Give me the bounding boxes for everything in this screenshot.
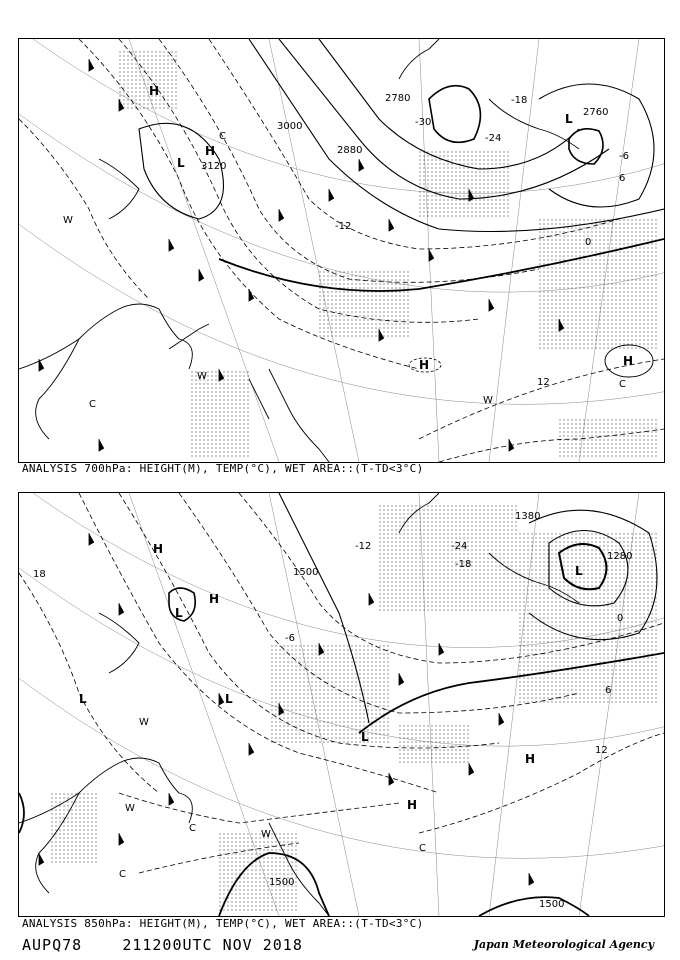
high-pressure-center: H xyxy=(525,752,536,766)
map-panel-850hpa xyxy=(18,492,665,917)
contour-label-group xyxy=(201,93,608,172)
contour-label: 1380 xyxy=(515,511,541,522)
wet-areas xyxy=(119,49,659,459)
low-pressure-center: L xyxy=(565,112,573,126)
wet-areas xyxy=(49,503,659,913)
contour-label: 2780 xyxy=(385,93,411,104)
isotherm-label: 6 xyxy=(619,173,626,184)
warm-marker: W xyxy=(197,371,207,382)
cold-marker: C xyxy=(219,131,226,142)
chart-header xyxy=(22,936,303,954)
high-pressure-center: H xyxy=(149,84,160,98)
cold-marker: C xyxy=(189,823,196,834)
warm-marker: W xyxy=(63,215,73,226)
low-pressure-center: L xyxy=(361,730,369,744)
warm-marker: W xyxy=(139,717,149,728)
warm-marker: W xyxy=(261,829,271,840)
cold-marker: C xyxy=(419,843,426,854)
cold-marker: C xyxy=(89,399,96,410)
contour-label: 1500 xyxy=(539,899,565,910)
warm-marker: W xyxy=(125,803,135,814)
map-850hpa-svg xyxy=(19,493,664,916)
isotherm-label: 6 xyxy=(605,685,612,696)
isotherm-label: -24 xyxy=(485,133,502,144)
low-pressure-center: L xyxy=(177,156,185,170)
contour-label: 1280 xyxy=(607,551,633,562)
isotherm-label: 0 xyxy=(617,613,624,624)
isotherm-label: 18 xyxy=(33,569,46,580)
isotherm-label: -18 xyxy=(511,95,528,106)
isotherm-label: 12 xyxy=(595,745,608,756)
contour-label: 2880 xyxy=(337,145,363,156)
coastlines xyxy=(19,39,579,462)
isotherm-label: -24 xyxy=(451,541,468,552)
panel-caption-850hpa: ANALYSIS 850hPa: HEIGHT(M), TEMP(°C), WET AREA::(T-TD<3°C) xyxy=(22,917,424,930)
map-700hpa-svg xyxy=(19,39,664,462)
contour-label: 1500 xyxy=(293,567,319,578)
chart-id: AUPQ78 xyxy=(22,936,83,954)
isotherm-label: -30 xyxy=(415,117,432,128)
high-pressure-center: H xyxy=(205,144,216,158)
high-pressure-center: H xyxy=(407,798,418,812)
isotherm-label: -18 xyxy=(455,559,472,570)
isotherm-label: -6 xyxy=(285,633,295,644)
panel-caption-700hpa: ANALYSIS 700hPa: HEIGHT(M), TEMP(°C), WET AREA::(T-TD<3°C) xyxy=(22,462,424,475)
map-panel-700hpa xyxy=(18,38,665,463)
low-pressure-center: L xyxy=(175,606,183,620)
high-pressure-center: H xyxy=(419,358,430,372)
contour-label: 1500 xyxy=(269,877,295,888)
isotherm-label: 0 xyxy=(585,237,592,248)
contour-label: 2760 xyxy=(583,107,609,118)
isotherm-label: -6 xyxy=(619,151,629,162)
valid-time: 211200UTC NOV 2018 xyxy=(122,936,303,954)
high-pressure-center: H xyxy=(153,542,164,556)
isotherm-label: -12 xyxy=(355,541,372,552)
isotherm-label: 12 xyxy=(537,377,550,388)
isotherm-label: -12 xyxy=(335,221,352,232)
cold-marker: C xyxy=(619,379,626,390)
warm-marker: W xyxy=(483,395,493,406)
cold-marker: C xyxy=(119,869,126,880)
agency-name: Japan Meteorological Agency xyxy=(473,938,654,951)
contour-label: 3000 xyxy=(277,121,303,132)
contour-label: 3120 xyxy=(201,161,227,172)
low-pressure-center: L xyxy=(575,564,583,578)
high-pressure-center: H xyxy=(209,592,220,606)
low-pressure-center: L xyxy=(225,692,233,706)
low-pressure-center: L xyxy=(79,692,87,706)
high-pressure-center: H xyxy=(623,354,634,368)
